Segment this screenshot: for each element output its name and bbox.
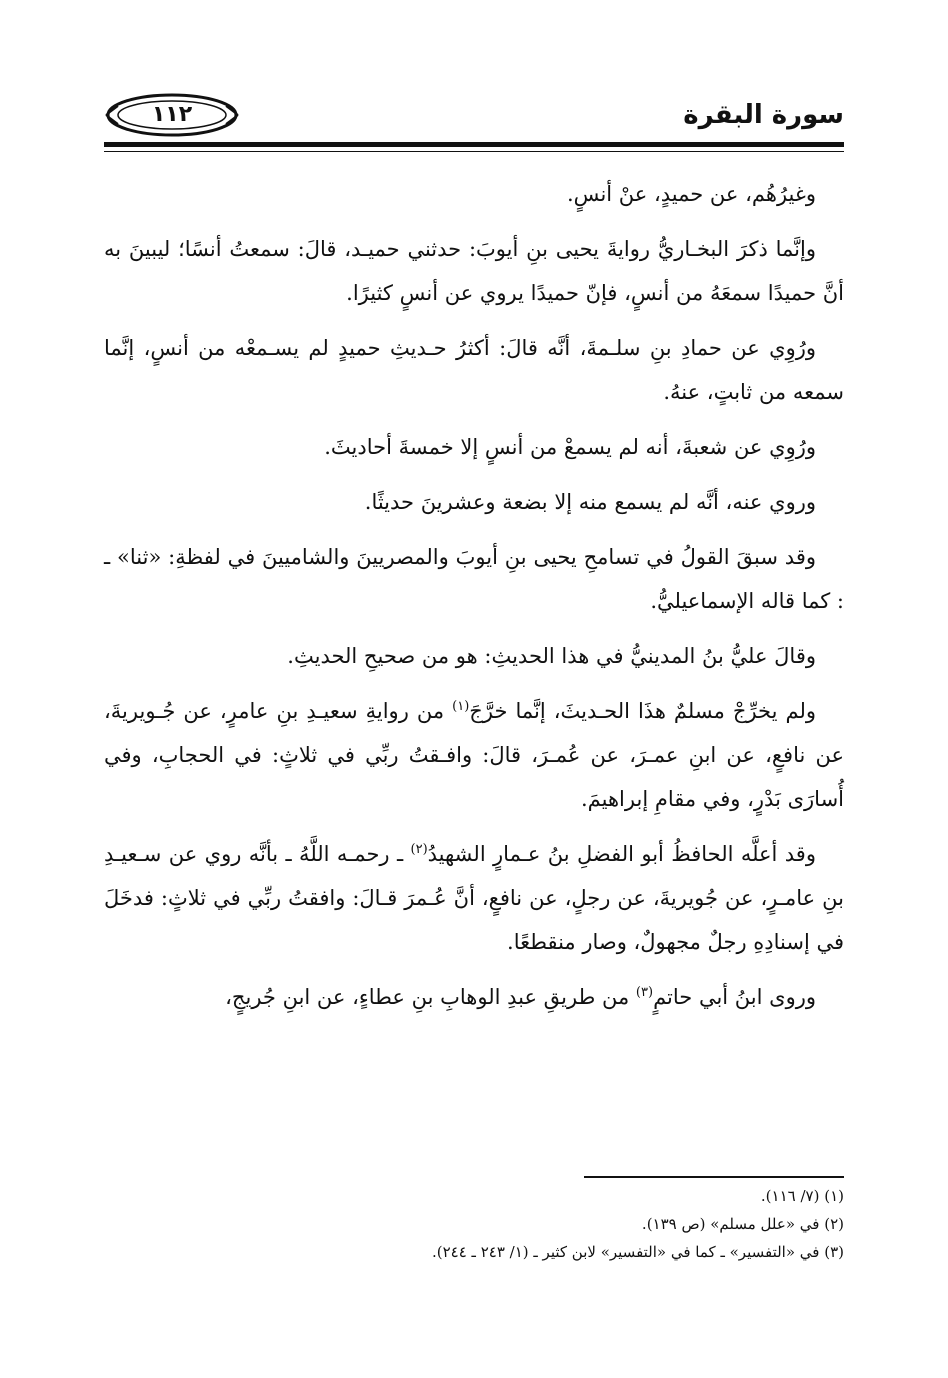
page-number: ١١٢ xyxy=(151,102,193,127)
footnote-ref-1[interactable]: (١) xyxy=(452,699,470,714)
footnote-1: (١) (٧/ ١١٦). xyxy=(760,1187,844,1205)
paragraph-9-start: وقد أعلَّه الحافظُ أبو الفضلِ بنُ عـمارٍ الشهيدُ xyxy=(427,842,816,866)
paragraph-7: وقالَ عليُّ بنُ المدينيُّ في هذا الحديثِ: هو من صحيحِ الحديثِ. xyxy=(287,644,816,668)
footnote-3: (٣) في «التفسير» ـ كما في «التفسير» لابن كثير ـ (١/ ٢٤٣ ـ ٢٤٤). xyxy=(431,1243,844,1261)
paragraph-2: وإنَّما ذكرَ البخـاريُّ روايةَ يحيى بنِ أيوبَ: حدثني حميـد، قالَ: سمعتُ أنسًا؛ ليبينَ به أنَّ حميدًا سمعَهُ من أنسٍ، فإنّ حميدًا يروي عن أنسٍ كثيرًا. xyxy=(104,237,844,305)
paragraph-10 xyxy=(104,975,844,1019)
footnotes xyxy=(104,1182,844,1266)
header-rule-thin xyxy=(104,151,844,152)
paragraph-3: ورُوِي عن حمادِ بنِ سلـمةَ، أنَّه قالَ: أكثرُ حـديثِ حميدٍ لم يسـمعْه من أنسٍ، إنَّما سمعه من ثابتٍ، عنهُ. xyxy=(104,336,844,404)
footnote-ref-2[interactable]: (٢) xyxy=(410,842,428,857)
paragraph-5: وروي عنه، أنَّه لم يسمع منه إلا بضعة وعشرينَ حديثًا. xyxy=(364,490,816,514)
footnote-separator xyxy=(584,1176,844,1178)
paragraph-10-end: من طريقِ عبدِ الوهابِ بنِ عطاءٍ، عن ابنِ جُريجٍ، xyxy=(225,985,636,1009)
paragraph-10-start: وروى ابنُ أبي حاتمٍ xyxy=(653,985,816,1009)
paragraph-9 xyxy=(104,832,844,964)
page-number-ornament xyxy=(104,92,240,138)
footnote-ref-3[interactable]: (٣) xyxy=(635,985,654,1000)
paragraph-6: وقد سبقَ القولُ في تسامحِ يحيى بنِ أيوبَ والمصريينَ والشاميينَ في لفظةِ: «ثنا» ـ : كما قاله الإسماعيليُّ. xyxy=(104,545,844,613)
paragraph-8-end: من روايةِ سعيـدِ بنِ عامرٍ، عن جُـويريةَ، عن نافعٍ، عن ابنِ عمـرَ، عن عُمـرَ، قالَ: وافـقتُ ربِّي في ثلاثٍ: في الحجابِ، وفي أُسارَى بَدْرٍ، وفي مقامِ إبراهيمَ. xyxy=(104,699,844,811)
paragraph-8-start: ولم يخرِّجْ مسلمٌ هذَا الحـديثَ، إنَّما خرَّجَ xyxy=(469,699,816,723)
main-text xyxy=(104,172,844,1030)
surah-title: سورة البقرة xyxy=(683,100,844,130)
paragraph-9-end: ـ رحمـه اللَّهُ ـ بأنَّه روي عن سـعيـدِ بنِ عامـرٍ، عن جُويريةَ، عن رجلٍ، عن نافعٍ، أنَّ عُـمرَ قـالَ: وافقتُ ربِّي في ثلاثٍ: فدخَلَ في إسنادِهِ رجلٌ مجهولٌ، وصار منقطعًا. xyxy=(104,842,844,954)
paragraph-1: وغيرُهُم، عن حميدٍ، عنْ أنسٍ. xyxy=(567,182,816,206)
paragraph-8 xyxy=(104,689,844,821)
paragraph-4: ورُوِي عن شعبةَ، أنه لم يسمعْ من أنسٍ إلا خمسةَ أحاديثَ. xyxy=(324,435,816,459)
header-rule-thick xyxy=(104,142,844,147)
footnote-2: (٢) في «علل مسلم» (ص ١٣٩). xyxy=(641,1215,844,1233)
